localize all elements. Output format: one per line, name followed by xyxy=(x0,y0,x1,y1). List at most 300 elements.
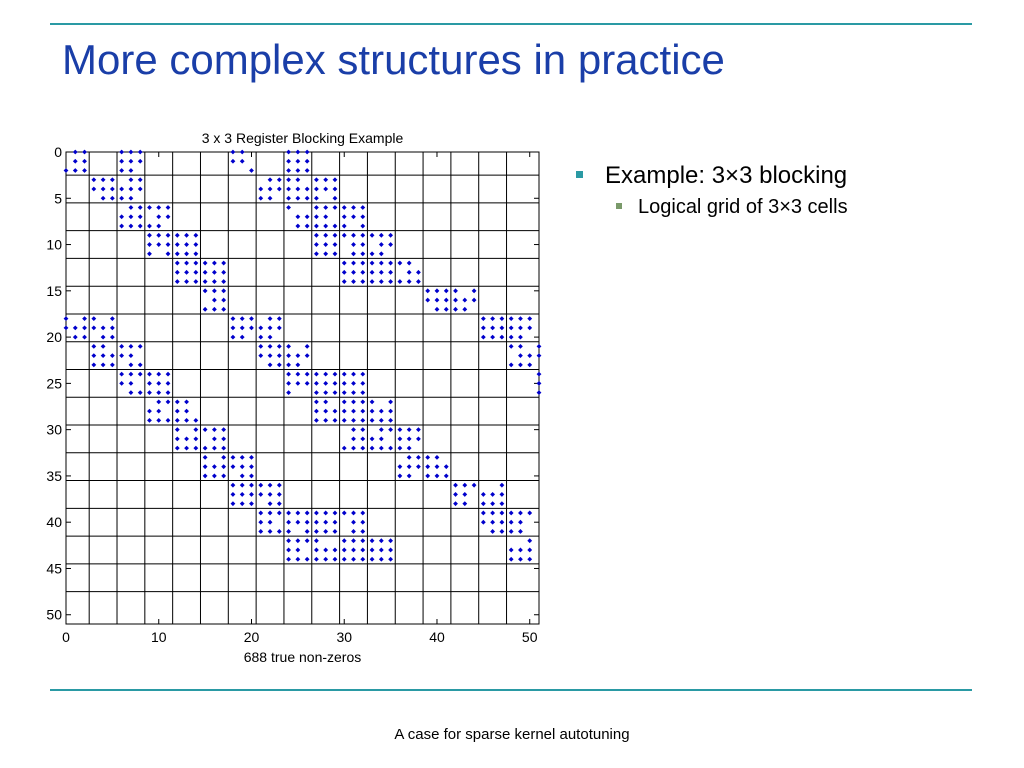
nonzero-marker xyxy=(305,187,310,192)
nonzero-marker xyxy=(333,177,338,182)
nonzero-marker xyxy=(277,177,282,182)
nonzero-marker xyxy=(444,474,449,479)
nonzero-marker xyxy=(175,399,180,404)
nonzero-marker xyxy=(249,455,254,460)
x-tick-label: 10 xyxy=(150,629,167,645)
nonzero-marker xyxy=(490,492,495,497)
nonzero-marker xyxy=(305,353,310,358)
nonzero-marker xyxy=(351,538,356,543)
nonzero-marker xyxy=(323,511,328,516)
nonzero-marker xyxy=(119,214,124,219)
nonzero-marker xyxy=(193,446,198,451)
nonzero-marker xyxy=(453,483,458,488)
nonzero-marker xyxy=(370,270,375,275)
nonzero-marker xyxy=(175,261,180,266)
nonzero-marker xyxy=(388,538,393,543)
nonzero-marker xyxy=(333,242,338,247)
nonzero-marker xyxy=(221,279,226,284)
nonzero-marker xyxy=(286,150,291,155)
nonzero-marker xyxy=(527,353,532,358)
nonzero-marker xyxy=(509,316,514,321)
nonzero-marker xyxy=(193,242,198,247)
nonzero-marker xyxy=(333,251,338,256)
nonzero-marker xyxy=(147,233,152,238)
nonzero-marker xyxy=(277,187,282,192)
nonzero-marker xyxy=(416,464,421,469)
nonzero-marker xyxy=(314,214,319,219)
nonzero-marker xyxy=(73,150,78,155)
nonzero-marker xyxy=(193,261,198,266)
nonzero-marker xyxy=(101,362,106,367)
nonzero-marker xyxy=(286,511,291,516)
nonzero-marker xyxy=(314,372,319,377)
bottom-divider-line xyxy=(50,689,972,691)
nonzero-marker xyxy=(175,409,180,414)
nonzero-marker xyxy=(240,325,245,330)
nonzero-marker xyxy=(351,261,356,266)
nonzero-marker xyxy=(323,399,328,404)
nonzero-marker xyxy=(268,177,273,182)
nonzero-marker xyxy=(323,251,328,256)
nonzero-marker xyxy=(268,196,273,201)
nonzero-marker xyxy=(527,511,532,516)
nonzero-marker xyxy=(156,418,161,423)
nonzero-marker xyxy=(360,548,365,553)
nonzero-marker xyxy=(360,251,365,256)
nonzero-marker xyxy=(397,437,402,442)
nonzero-marker xyxy=(314,557,319,562)
nonzero-marker xyxy=(342,390,347,395)
nonzero-marker xyxy=(286,196,291,201)
nonzero-marker xyxy=(314,177,319,182)
nonzero-marker xyxy=(129,187,134,192)
nonzero-marker xyxy=(184,242,189,247)
nonzero-marker xyxy=(231,464,236,469)
nonzero-marker xyxy=(156,214,161,219)
nonzero-marker xyxy=(370,251,375,256)
nonzero-marker xyxy=(351,529,356,534)
nonzero-marker xyxy=(472,298,477,303)
y-tick-label: 0 xyxy=(54,144,62,160)
nonzero-marker xyxy=(268,187,273,192)
nonzero-marker xyxy=(314,511,319,516)
nonzero-marker xyxy=(323,233,328,238)
nonzero-marker xyxy=(286,390,291,395)
nonzero-marker xyxy=(333,205,338,210)
nonzero-marker xyxy=(119,353,124,358)
nonzero-marker xyxy=(231,483,236,488)
nonzero-marker xyxy=(351,520,356,525)
nonzero-marker xyxy=(435,288,440,293)
nonzero-marker xyxy=(138,150,143,155)
nonzero-marker xyxy=(110,335,115,340)
nonzero-marker xyxy=(166,251,171,256)
nonzero-marker xyxy=(490,529,495,534)
nonzero-marker xyxy=(156,390,161,395)
nonzero-marker xyxy=(82,159,87,164)
nonzero-marker xyxy=(277,492,282,497)
nonzero-marker xyxy=(323,177,328,182)
nonzero-marker xyxy=(268,362,273,367)
nonzero-marker xyxy=(388,399,393,404)
nonzero-marker xyxy=(212,270,217,275)
nonzero-marker xyxy=(314,390,319,395)
nonzero-marker xyxy=(490,501,495,506)
nonzero-marker xyxy=(258,187,263,192)
nonzero-marker xyxy=(342,205,347,210)
nonzero-marker xyxy=(379,557,384,562)
nonzero-marker xyxy=(305,529,310,534)
nonzero-marker xyxy=(360,381,365,386)
nonzero-marker xyxy=(249,483,254,488)
nonzero-marker xyxy=(138,372,143,377)
nonzero-marker xyxy=(527,362,532,367)
nonzero-marker xyxy=(258,353,263,358)
nonzero-marker xyxy=(379,446,384,451)
nonzero-marker xyxy=(156,381,161,386)
nonzero-marker xyxy=(268,492,273,497)
nonzero-marker xyxy=(360,399,365,404)
nonzero-marker xyxy=(453,298,458,303)
y-tick-label: 45 xyxy=(46,560,62,577)
nonzero-marker xyxy=(462,483,467,488)
nonzero-marker xyxy=(166,242,171,247)
nonzero-marker xyxy=(527,548,532,553)
nonzero-marker xyxy=(379,548,384,553)
nonzero-marker xyxy=(193,279,198,284)
nonzero-marker xyxy=(129,372,134,377)
nonzero-marker xyxy=(221,427,226,432)
nonzero-marker xyxy=(323,548,328,553)
nonzero-marker xyxy=(91,362,96,367)
nonzero-marker xyxy=(481,316,486,321)
nonzero-marker xyxy=(370,233,375,238)
nonzero-marker xyxy=(166,418,171,423)
nonzero-marker xyxy=(453,288,458,293)
nonzero-marker xyxy=(156,224,161,229)
nonzero-marker xyxy=(258,344,263,349)
nonzero-marker xyxy=(527,557,532,562)
nonzero-marker xyxy=(435,455,440,460)
nonzero-marker xyxy=(203,279,208,284)
nonzero-marker xyxy=(129,353,134,358)
nonzero-marker xyxy=(425,464,430,469)
nonzero-marker xyxy=(407,474,412,479)
nonzero-marker xyxy=(407,437,412,442)
nonzero-marker xyxy=(305,150,310,155)
nonzero-marker xyxy=(360,520,365,525)
nonzero-marker xyxy=(490,316,495,321)
nonzero-marker xyxy=(268,483,273,488)
nonzero-marker xyxy=(268,520,273,525)
nonzero-marker xyxy=(379,538,384,543)
nonzero-marker xyxy=(379,418,384,423)
nonzero-marker xyxy=(240,483,245,488)
nonzero-marker xyxy=(268,353,273,358)
nonzero-marker xyxy=(156,372,161,377)
nonzero-marker xyxy=(268,344,273,349)
nonzero-marker xyxy=(453,492,458,497)
nonzero-marker xyxy=(305,214,310,219)
nonzero-marker xyxy=(351,242,356,247)
nonzero-marker xyxy=(444,288,449,293)
nonzero-marker xyxy=(184,437,189,442)
nonzero-marker xyxy=(184,270,189,275)
nonzero-marker xyxy=(518,548,523,553)
nonzero-marker xyxy=(240,455,245,460)
nonzero-marker xyxy=(342,418,347,423)
nonzero-marker xyxy=(481,492,486,497)
y-tick-label: 40 xyxy=(46,514,62,531)
nonzero-marker xyxy=(314,399,319,404)
nonzero-marker xyxy=(379,233,384,238)
nonzero-marker xyxy=(231,492,236,497)
nonzero-marker xyxy=(101,353,106,358)
slide-footer: A case for sparse kernel autotuning xyxy=(394,726,630,743)
nonzero-marker xyxy=(258,492,263,497)
nonzero-marker xyxy=(268,325,273,330)
nonzero-marker xyxy=(360,427,365,432)
nonzero-marker xyxy=(305,159,310,164)
nonzero-marker xyxy=(147,372,152,377)
nonzero-marker xyxy=(425,288,430,293)
nonzero-marker xyxy=(184,261,189,266)
nonzero-marker xyxy=(119,159,124,164)
nonzero-marker xyxy=(203,288,208,293)
nonzero-marker xyxy=(323,557,328,562)
nonzero-marker xyxy=(73,168,78,173)
nonzero-marker xyxy=(268,529,273,534)
nonzero-marker xyxy=(240,159,245,164)
nonzero-marker xyxy=(388,557,393,562)
nonzero-marker xyxy=(425,474,430,479)
nonzero-marker xyxy=(166,372,171,377)
nonzero-marker xyxy=(342,446,347,451)
nonzero-marker xyxy=(500,501,505,506)
nonzero-marker xyxy=(156,242,161,247)
nonzero-marker xyxy=(333,557,338,562)
nonzero-marker xyxy=(370,399,375,404)
nonzero-marker xyxy=(518,335,523,340)
nonzero-marker xyxy=(481,335,486,340)
nonzero-marker xyxy=(268,501,273,506)
nonzero-marker xyxy=(360,437,365,442)
nonzero-marker xyxy=(295,520,300,525)
nonzero-marker xyxy=(138,224,143,229)
nonzero-marker xyxy=(351,418,356,423)
nonzero-marker xyxy=(407,464,412,469)
nonzero-marker xyxy=(333,187,338,192)
nonzero-marker xyxy=(500,529,505,534)
nonzero-marker xyxy=(184,251,189,256)
nonzero-marker xyxy=(379,279,384,284)
nonzero-marker xyxy=(110,177,115,182)
nonzero-marker xyxy=(370,538,375,543)
nonzero-marker xyxy=(314,409,319,414)
nonzero-marker xyxy=(509,335,514,340)
nonzero-marker xyxy=(73,325,78,330)
nonzero-marker xyxy=(231,501,236,506)
nonzero-marker xyxy=(518,344,523,349)
nonzero-marker xyxy=(416,279,421,284)
nonzero-marker xyxy=(462,501,467,506)
nonzero-marker xyxy=(314,205,319,210)
nonzero-marker xyxy=(351,390,356,395)
nonzero-marker xyxy=(518,529,523,534)
nonzero-marker xyxy=(388,242,393,247)
nonzero-marker xyxy=(295,150,300,155)
nonzero-marker xyxy=(277,511,282,516)
nonzero-marker xyxy=(435,474,440,479)
nonzero-marker xyxy=(500,483,505,488)
nonzero-marker xyxy=(342,557,347,562)
nonzero-marker xyxy=(425,455,430,460)
nonzero-marker xyxy=(119,372,124,377)
nonzero-marker xyxy=(518,325,523,330)
nonzero-marker xyxy=(138,362,143,367)
nonzero-marker xyxy=(240,474,245,479)
nonzero-marker xyxy=(277,344,282,349)
bullet-square-icon xyxy=(576,171,583,178)
nonzero-marker xyxy=(101,196,106,201)
nonzero-marker xyxy=(323,390,328,395)
nonzero-marker xyxy=(240,501,245,506)
nonzero-marker xyxy=(342,224,347,229)
nonzero-marker xyxy=(193,251,198,256)
nonzero-marker xyxy=(527,538,532,543)
nonzero-marker xyxy=(333,529,338,534)
nonzero-marker xyxy=(295,538,300,543)
nonzero-marker xyxy=(295,187,300,192)
spy-plot-chart xyxy=(0,0,560,680)
nonzero-marker xyxy=(101,335,106,340)
nonzero-marker xyxy=(286,353,291,358)
nonzero-marker xyxy=(129,205,134,210)
nonzero-marker xyxy=(490,511,495,516)
nonzero-marker xyxy=(212,427,217,432)
nonzero-marker xyxy=(323,242,328,247)
nonzero-marker xyxy=(323,187,328,192)
nonzero-marker xyxy=(527,325,532,330)
nonzero-marker xyxy=(203,446,208,451)
nonzero-marker xyxy=(305,168,310,173)
nonzero-marker xyxy=(397,279,402,284)
nonzero-marker xyxy=(249,474,254,479)
nonzero-marker xyxy=(518,353,523,358)
nonzero-marker xyxy=(342,538,347,543)
nonzero-marker xyxy=(184,233,189,238)
nonzero-marker xyxy=(342,381,347,386)
nonzero-marker xyxy=(444,298,449,303)
nonzero-marker xyxy=(435,464,440,469)
nonzero-marker xyxy=(416,270,421,275)
nonzero-marker xyxy=(295,214,300,219)
y-tick-label: 25 xyxy=(46,375,62,392)
nonzero-marker xyxy=(323,529,328,534)
nonzero-marker xyxy=(166,233,171,238)
nonzero-marker xyxy=(249,316,254,321)
nonzero-marker xyxy=(193,437,198,442)
nonzero-marker xyxy=(397,474,402,479)
nonzero-marker xyxy=(258,325,263,330)
nonzero-marker xyxy=(212,261,217,266)
nonzero-marker xyxy=(212,446,217,451)
nonzero-marker xyxy=(314,418,319,423)
nonzero-marker xyxy=(305,520,310,525)
nonzero-marker xyxy=(360,557,365,562)
nonzero-marker xyxy=(333,224,338,229)
nonzero-marker xyxy=(212,279,217,284)
nonzero-marker xyxy=(231,159,236,164)
nonzero-marker xyxy=(500,520,505,525)
nonzero-marker xyxy=(518,557,523,562)
nonzero-marker xyxy=(360,279,365,284)
nonzero-marker xyxy=(286,520,291,525)
nonzero-marker xyxy=(453,307,458,312)
nonzero-marker xyxy=(360,214,365,219)
nonzero-marker xyxy=(323,418,328,423)
nonzero-marker xyxy=(129,159,134,164)
nonzero-marker xyxy=(156,399,161,404)
nonzero-marker xyxy=(258,529,263,534)
nonzero-marker xyxy=(175,279,180,284)
nonzero-marker xyxy=(147,205,152,210)
nonzero-marker xyxy=(360,372,365,377)
nonzero-marker xyxy=(305,196,310,201)
nonzero-marker xyxy=(407,446,412,451)
nonzero-marker xyxy=(286,362,291,367)
nonzero-marker xyxy=(435,307,440,312)
nonzero-marker xyxy=(370,409,375,414)
nonzero-marker xyxy=(333,196,338,201)
nonzero-marker xyxy=(258,511,263,516)
x-tick-label: 30 xyxy=(336,629,353,645)
nonzero-marker xyxy=(295,177,300,182)
nonzero-marker xyxy=(360,446,365,451)
nonzero-marker xyxy=(407,455,412,460)
nonzero-marker xyxy=(481,501,486,506)
nonzero-marker xyxy=(156,233,161,238)
nonzero-marker xyxy=(462,307,467,312)
nonzero-marker xyxy=(231,316,236,321)
nonzero-marker xyxy=(370,261,375,266)
nonzero-marker xyxy=(509,520,514,525)
nonzero-marker xyxy=(333,233,338,238)
nonzero-marker xyxy=(435,298,440,303)
nonzero-marker xyxy=(351,399,356,404)
nonzero-marker xyxy=(119,196,124,201)
nonzero-marker xyxy=(129,177,134,182)
nonzero-marker xyxy=(342,399,347,404)
nonzero-marker xyxy=(509,557,514,562)
nonzero-marker xyxy=(360,261,365,266)
nonzero-marker xyxy=(527,316,532,321)
nonzero-marker xyxy=(388,233,393,238)
nonzero-marker xyxy=(175,270,180,275)
nonzero-marker xyxy=(500,335,505,340)
nonzero-marker xyxy=(138,214,143,219)
nonzero-marker xyxy=(397,261,402,266)
nonzero-marker xyxy=(101,344,106,349)
nonzero-marker xyxy=(323,381,328,386)
nonzero-marker xyxy=(129,214,134,219)
nonzero-marker xyxy=(462,298,467,303)
sub-bullet-text: Logical grid of 3×3 cells xyxy=(638,196,848,218)
y-tick-label: 15 xyxy=(46,282,62,299)
bullet-list xyxy=(576,162,996,219)
nonzero-marker xyxy=(472,483,477,488)
nonzero-marker xyxy=(397,427,402,432)
